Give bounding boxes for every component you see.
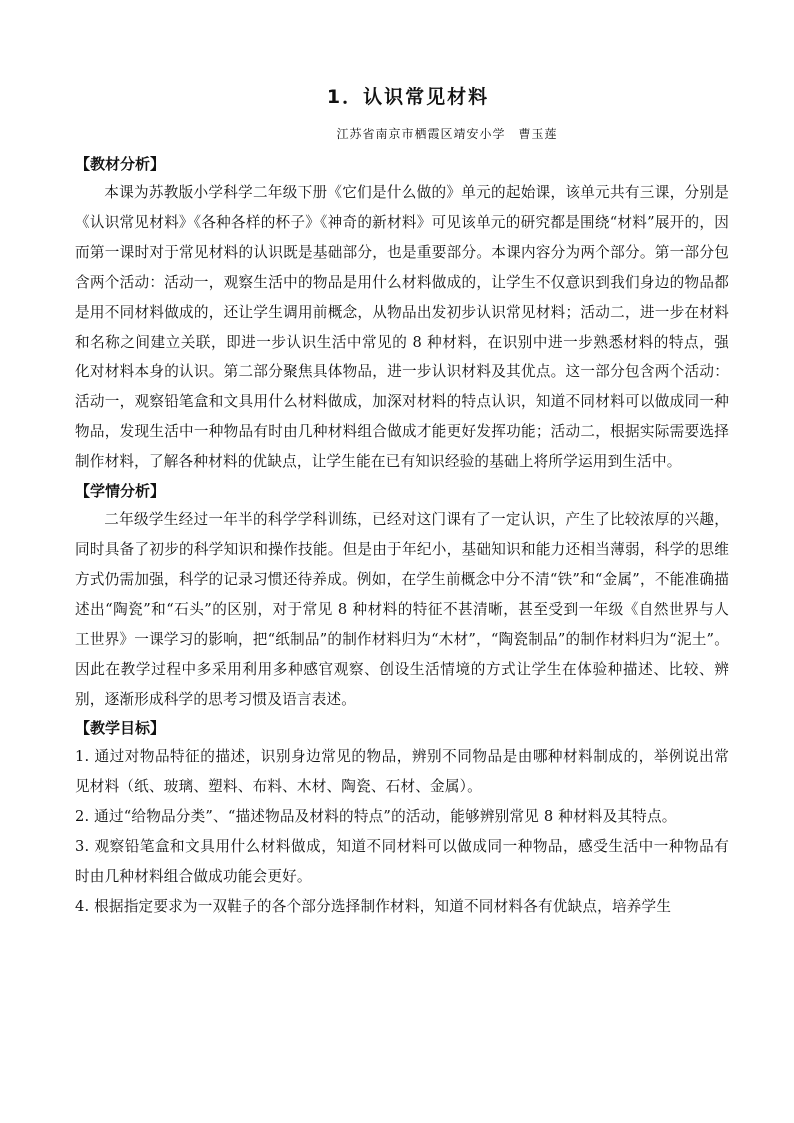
section-heading: 【教学目标】 bbox=[75, 719, 166, 738]
goal-item: 3. 观察铅笔盒和文具用什么材料做成，知道不同材料可以做成同一种物品，感受生活中一种物品有时由几种材料组合做成功能会更好。 bbox=[75, 838, 729, 886]
section-textbook-analysis bbox=[75, 150, 729, 477]
section-student-analysis bbox=[75, 477, 729, 714]
document-title: 1．认识常见材料 bbox=[326, 86, 490, 108]
goal-item: 2. 通过“给物品分类”、“描述物品及材料的特点”的活动，能够辨别常见 8 种材料及其特点。 bbox=[75, 808, 677, 826]
section-teaching-goals bbox=[75, 714, 729, 921]
goal-item: 1. 通过对物品特征的描述，识别身边常见的物品，辨别不同物品是由哪种材料制成的，举例说出常见材料（纸、玻璃、塑料、布料、木材、陶瓷、石材、金属）。 bbox=[75, 748, 729, 796]
paragraph: 本课为苏教版小学科学二年级下册《它们是什么做的》单元的起始课，该单元共有三课，分别是《认识常见材料》《各种各样的杯子》《神奇的新材料》可见该单元的研究都是围绕“材料”展开的，因而第一课时对于常见材料的认识既是基础部分，也是重要部分。本课内容分为两个部分。第一部分包含两个活动：活动一，观察生活中的物品是用什么材料做成的，让学生不仅意识到我们身边的物品都是用不同材料做成的，还让学生调用前概念，从物品出发初步认识常见材料；活动二，进一步在材料和名称之间建立关联，即进一步认识生活中常见的 8 种材料，在识别中进一步熟悉材料的特点，强化对材料本身的认识。第二部分聚焦具体物品，进一步认识材料及其优点。这一部分包含两个活动：活动一，观察铅笔盒和文具用什么材料做成，加深对材料的特点认识，知道不同材料可以做成同一种物品，发现生活中一种物品有时由几种材料组合做成才能更好发挥功能；活动二，根据实际需要选择制作材料，了解各种材料的优缺点，让学生能在已有知识经验的基础上将所学运用到生活中。 bbox=[75, 184, 729, 471]
paragraph: 二年级学生经过一年半的科学学科训练，已经对这门课有了一定认识，产生了比较浓厚的兴趣，同时具备了初步的科学知识和操作技能。但是由于年纪小，基础知识和能力还相当薄弱，科学的思维方式仍需加强，科学的记录习惯还待养成。例如，在学生前概念中分不清“铁”和“金属”，不能准确描述出“陶瓷”和“石头”的区别，对于常见 8 种材料的特征不甚清晰，甚至受到一年级《自然世界与人工世界》一课学习的影响，把“纸制品”的制作材料归为“木材”，“陶瓷制品”的制作材料归为“泥土”。因此在教学过程中多采用利用多种感官观察、创设生活情境的方式让学生在体验种描述、比较、辨别，逐渐形成科学的思考习惯及语言表述。 bbox=[75, 511, 729, 708]
document-page bbox=[75, 82, 729, 922]
author-line: 江苏省南京市栖霞区靖安小学 曹玉莲 bbox=[336, 127, 558, 141]
goal-item: 4. 根据指定要求为一双鞋子的各个部分选择制作材料，知道不同材料各有优缺点，培养学生 bbox=[75, 897, 672, 915]
section-heading: 【学情分析】 bbox=[75, 482, 166, 501]
section-heading: 【教材分析】 bbox=[75, 155, 166, 173]
